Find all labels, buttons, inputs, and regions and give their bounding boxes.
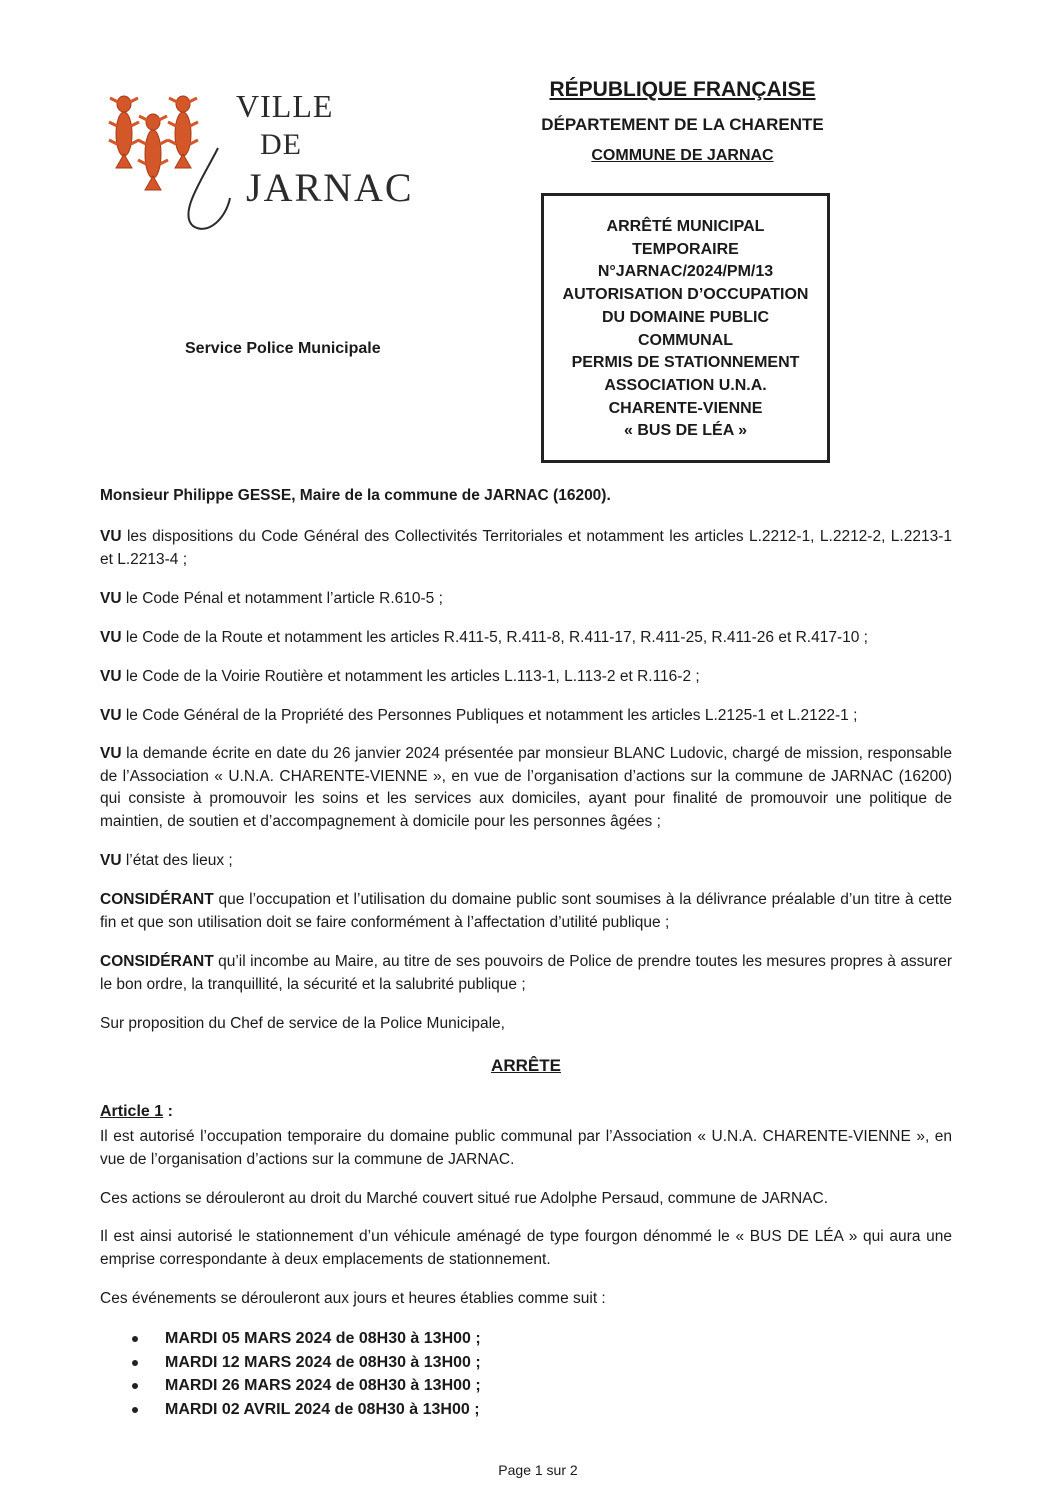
article-1-colon: : bbox=[163, 1103, 173, 1120]
considerant-lead: CONSIDÉRANT bbox=[100, 891, 214, 908]
event-dates-list bbox=[130, 1327, 481, 1421]
box-line: PERMIS DE STATIONNEMENT bbox=[571, 354, 800, 372]
event-date: MARDI 05 MARS 2024 de 08H30 à 13H00 ; bbox=[165, 1330, 481, 1347]
bullet-icon bbox=[132, 1383, 138, 1389]
ville-de-jarnac-logo bbox=[108, 88, 414, 238]
arrete-title-box bbox=[541, 193, 830, 463]
box-line: ASSOCIATION U.N.A. bbox=[604, 376, 767, 394]
vu-lead: VU bbox=[100, 528, 122, 545]
departement-heading: DÉPARTEMENT DE LA CHARENTE bbox=[541, 115, 824, 134]
list-item bbox=[130, 1351, 481, 1375]
bullet-icon bbox=[132, 1336, 138, 1342]
article-1-paragraph: Ces événements se dérouleront aux jours et heures établies comme suit : bbox=[100, 1290, 606, 1307]
considerant-paragraph bbox=[100, 951, 952, 996]
vu-paragraph bbox=[100, 850, 952, 873]
vu-paragraph bbox=[100, 526, 952, 571]
list-item bbox=[130, 1374, 481, 1398]
vu-paragraph bbox=[100, 666, 952, 689]
list-item bbox=[130, 1398, 481, 1422]
logo-line-de: DE bbox=[260, 128, 302, 161]
vu-lead: VU bbox=[100, 852, 122, 869]
vu-text: la demande écrite en date du 26 janvier 2024 présentée par monsieur BLANC Ludovic, chargé de mission, responsable de l’Association « U.N.A. CHARENTE-VIENNE », en vue de l’organisation d’actions sur la commune de JARNAC (16200) qui consiste à promouvoir les soins et les services aux domiciles, ayant pour finalité de promouvoir une politique de maintien, de soutien et d’accompagnement à domicile pour les personnes âgées ; bbox=[100, 745, 952, 830]
vu-text: les dispositions du Code Général des Collectivités Territoriales et notamment les articles L.2212-1, L.2212-2, L.2213-1 et L.2213-4 ; bbox=[100, 528, 952, 568]
vu-paragraph bbox=[100, 705, 952, 728]
article-1-title: Article 1 bbox=[100, 1103, 164, 1120]
event-date: MARDI 12 MARS 2024 de 08H30 à 13H00 ; bbox=[165, 1353, 481, 1371]
box-line: COMMUNAL bbox=[637, 331, 734, 349]
vu-text: le Code Pénal et notamment l’article R.610-5 ; bbox=[121, 590, 443, 607]
logo-line-jarnac: JARNAC bbox=[246, 165, 414, 210]
page-number: Page 1 sur 2 bbox=[498, 1462, 578, 1478]
vu-text: le Code de la Voirie Routière et notamment les articles L.113-1, L.113-2 et R.116-2 ; bbox=[121, 668, 700, 685]
vu-lead: VU bbox=[100, 629, 122, 646]
list-item bbox=[130, 1327, 481, 1351]
commune-heading: COMMUNE DE JARNAC bbox=[591, 147, 774, 164]
vu-lead: VU bbox=[100, 707, 122, 724]
article-1-paragraph: Il est autorisé l’occupation temporaire du domaine public communal par l’Association « U.N.A. CHARENTE-VIENNE », en vue de l’organisation d’actions sur la commune de JARNAC. bbox=[100, 1128, 952, 1168]
service-label: Service Police Municipale bbox=[185, 340, 381, 357]
box-line: CHARENTE-VIENNE bbox=[608, 399, 763, 417]
considerant-text: que l’occupation et l’utilisation du domaine public sont soumises à la délivrance préalable d’un titre à cette fin et que son utilisation doit se faire conformément à l’affectation d’utilité publique ; bbox=[100, 891, 952, 931]
fish-emblem-icon bbox=[108, 88, 238, 238]
box-line: TEMPORAIRE bbox=[632, 240, 739, 258]
considerant-paragraph bbox=[100, 889, 952, 934]
bullet-icon bbox=[132, 1360, 138, 1366]
vu-paragraph bbox=[100, 743, 952, 833]
vu-text: l’état des lieux ; bbox=[121, 852, 233, 869]
box-line: DU DOMAINE PUBLIC bbox=[601, 308, 770, 326]
logo-line-ville: VILLE bbox=[236, 88, 334, 124]
event-date: MARDI 02 AVRIL 2024 de 08H30 à 13H00 ; bbox=[165, 1400, 480, 1418]
arrete-heading: ARRÊTE bbox=[491, 1056, 561, 1075]
bullet-icon bbox=[132, 1407, 138, 1413]
proposition-line: Sur proposition du Chef de service de la Police Municipale, bbox=[100, 1015, 505, 1032]
vu-text: le Code de la Route et notamment les articles R.411-5, R.411-8, R.411-17, R.411-25, R.411-26 et R.417-10 ; bbox=[121, 629, 868, 646]
vu-paragraph bbox=[100, 588, 952, 611]
box-line: N°JARNAC/2024/PM/13 bbox=[597, 263, 774, 281]
vu-lead: VU bbox=[100, 745, 122, 762]
vu-paragraph bbox=[100, 627, 952, 650]
vu-text: le Code Général de la Propriété des Personnes Publiques et notamment les articles L.2125-1 et L.2122-1 ; bbox=[121, 707, 858, 724]
republique-heading: RÉPUBLIQUE FRANÇAISE bbox=[549, 78, 816, 101]
considerant-lead: CONSIDÉRANT bbox=[100, 953, 214, 970]
considerant-text: qu’il incombe au Maire, au titre de ses pouvoirs de Police de prendre toutes les mesures propres à assurer le bon ordre, la tranquillité, la sécurité et la salubrité publique ; bbox=[100, 953, 952, 993]
article-1-heading bbox=[100, 1103, 173, 1121]
vu-lead: VU bbox=[100, 668, 122, 685]
box-line: « BUS DE LÉA » bbox=[624, 422, 747, 440]
box-line: AUTORISATION D’OCCUPATION bbox=[562, 286, 809, 304]
event-date: MARDI 26 MARS 2024 de 08H30 à 13H00 ; bbox=[165, 1377, 481, 1394]
vu-lead: VU bbox=[100, 590, 122, 607]
article-1-paragraph: Il est ainsi autorisé le stationnement d’un véhicule aménagé de type fourgon dénommé le « BUS DE LÉA » qui aura une emprise correspondante à deux emplacements de stationnement. bbox=[100, 1228, 952, 1268]
maire-statement: Monsieur Philippe GESSE, Maire de la commune de JARNAC (16200). bbox=[100, 487, 611, 504]
box-line: ARRÊTÉ MUNICIPAL bbox=[606, 218, 765, 235]
article-1-paragraph: Ces actions se dérouleront au droit du Marché couvert situé rue Adolphe Persaud, commune de JARNAC. bbox=[100, 1190, 829, 1207]
